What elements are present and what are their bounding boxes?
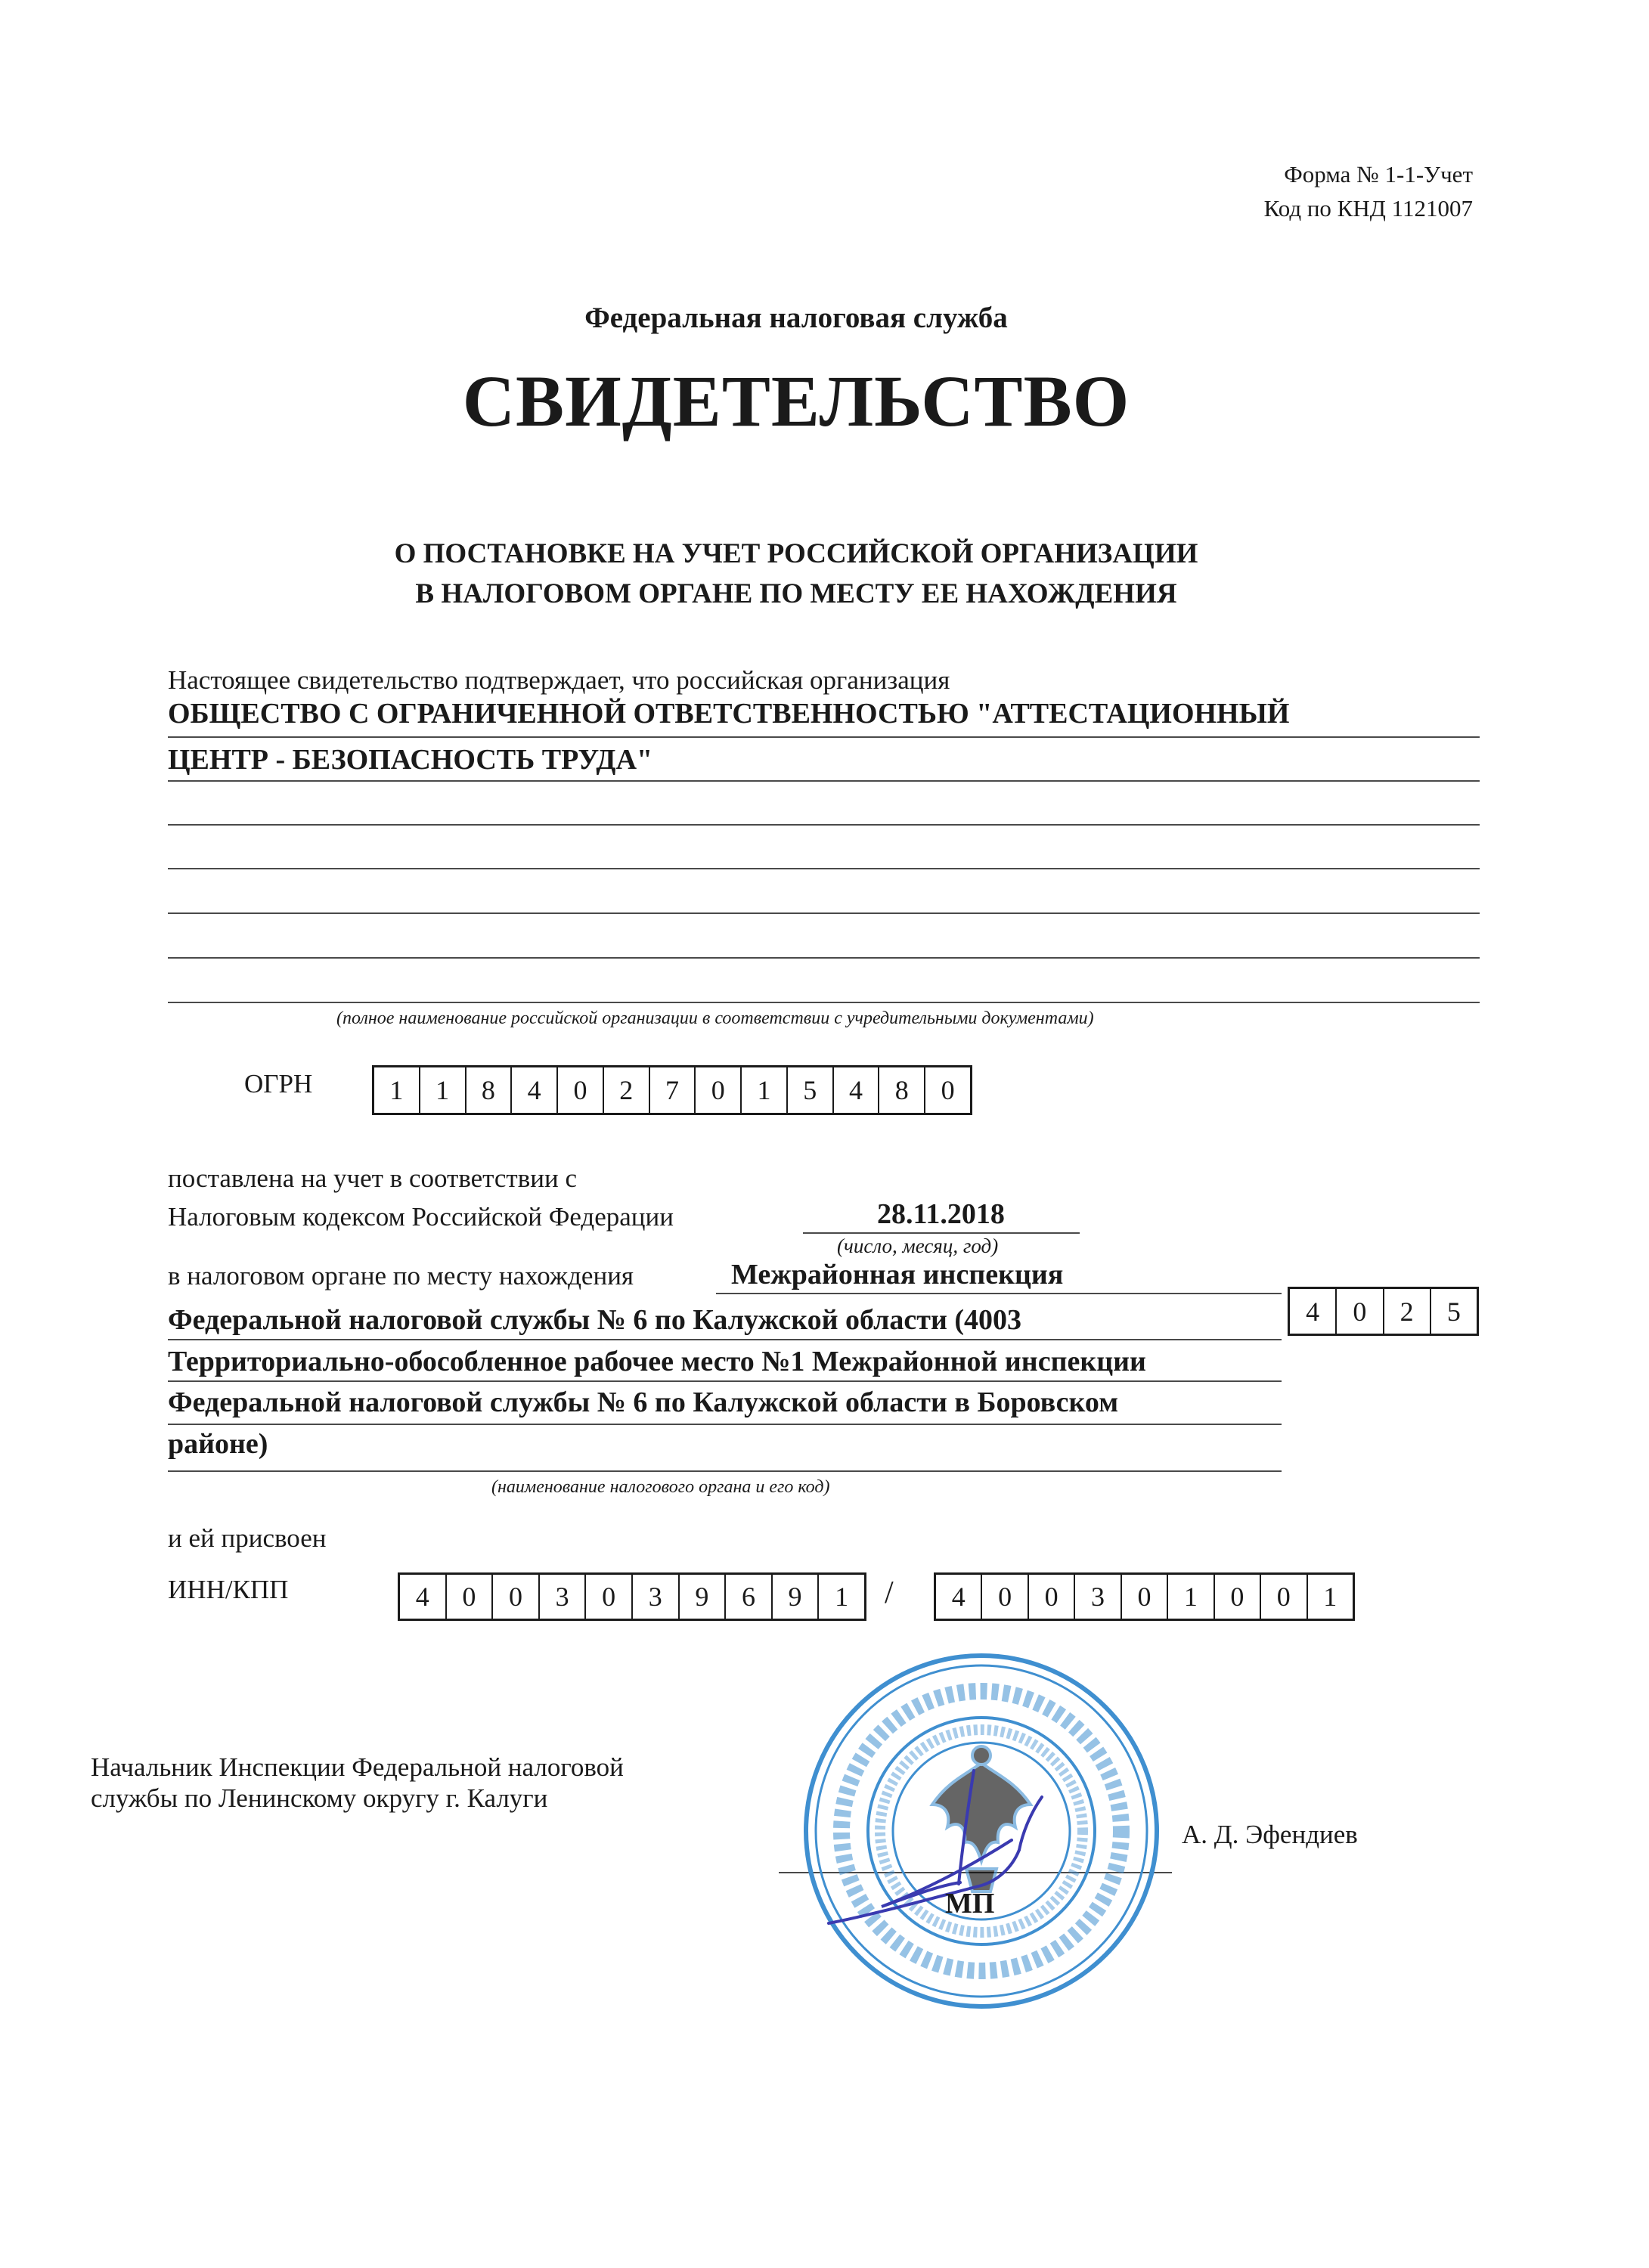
seal-mark: МП: [945, 1888, 995, 1919]
ogrn-digit: 8: [466, 1067, 513, 1113]
kpp-digit: 0: [1122, 1575, 1168, 1619]
ogrn-digit: 4: [512, 1067, 558, 1113]
ogrn-digit: 5: [788, 1067, 834, 1113]
ogrn-digit: 1: [420, 1067, 466, 1113]
intro-text: Настоящее свидетельство подтверждает, что российская организация: [168, 665, 950, 695]
tax-underline-5: [168, 1470, 1282, 1472]
tax-underline-4: [168, 1424, 1282, 1425]
document-title: СВИДЕТЕЛЬСТВО: [462, 361, 1130, 442]
tax-code-digit: 4: [1290, 1289, 1337, 1334]
subtitle-line-2: В НАЛОГОВОМ ОРГАНЕ ПО МЕСТУ ЕЕ НАХОЖДЕНИЯ: [415, 578, 1177, 609]
ogrn-digit: 0: [696, 1067, 742, 1113]
inn-digit: 9: [773, 1575, 820, 1619]
form-info: [1264, 157, 1473, 225]
subtitle-line-1: О ПОСТАНОВКЕ НА УЧЕТ РОССИЙСКОЙ ОРГАНИЗАЦИИ: [394, 538, 1198, 569]
ogrn-digit: 2: [604, 1067, 650, 1113]
tax-code-digit: 2: [1384, 1289, 1431, 1334]
tax-code-boxes: [1288, 1287, 1479, 1336]
kpp-digit: 1: [1168, 1575, 1214, 1619]
org-underline-5: [168, 912, 1480, 914]
kpp-digit: 0: [982, 1575, 1028, 1619]
inn-digit: 1: [835, 1582, 849, 1612]
tax-authority-line-2: Федеральной налоговой службы № 6 по Калужской области (4003: [168, 1304, 1021, 1336]
kpp-boxes: [934, 1572, 1355, 1621]
inn-kpp-label: ИНН/КПП: [168, 1575, 289, 1604]
kpp-digit: 0: [1215, 1575, 1261, 1619]
signatory-name: А. Д. Эфендиев: [1182, 1820, 1358, 1849]
inn-digit: 0: [447, 1575, 494, 1619]
tax-underline-3: [168, 1380, 1282, 1382]
ogrn-label: ОГРН: [244, 1069, 313, 1098]
organization-hint: (полное наименование российской организации в соответствии с учредительными документами): [336, 1009, 1094, 1028]
ogrn-digit: 0: [558, 1067, 604, 1113]
kpp-digit: 0: [1261, 1575, 1307, 1619]
chief-position-line-2: службы по Ленинскому округу г. Калуги: [91, 1783, 548, 1813]
inn-digit: 4: [400, 1575, 447, 1619]
agency-name: Федеральная налоговая служба: [584, 302, 1008, 334]
knd-code: Код по КНД 1121007: [1263, 195, 1473, 222]
form-number: Форма № 1-1-Учет: [1284, 161, 1473, 187]
ogrn-digit: 1: [374, 1067, 420, 1113]
tax-authority-hint: (наименование налогового органа и его код): [491, 1477, 830, 1497]
kpp-digit: 0: [1029, 1575, 1075, 1619]
ogrn-digit: 4: [834, 1067, 880, 1113]
kpp-digit: 1: [1323, 1582, 1337, 1612]
inn-digit: 0: [493, 1575, 540, 1619]
tax-code-digit: 5: [1446, 1296, 1461, 1327]
tax-code-digit: 0: [1337, 1289, 1384, 1334]
document-subtitle: [0, 534, 1592, 614]
inn-digit: 0: [586, 1575, 633, 1619]
ogrn-boxes: [372, 1065, 972, 1115]
inn-kpp-separator: /: [885, 1576, 894, 1610]
ogrn-digit: 8: [879, 1067, 925, 1113]
inn-digit: 6: [726, 1575, 773, 1619]
inn-digit: 3: [633, 1575, 680, 1619]
date-hint: (число, месяц, год): [837, 1235, 999, 1257]
ogrn-digit: 0: [941, 1075, 955, 1105]
official-seal: [792, 1642, 1170, 2020]
registration-line-1: поставлена на учет в соответствии с: [168, 1163, 577, 1193]
tax-authority-label: в налоговом органе по месту нахождения: [168, 1261, 634, 1290]
inn-digit: 9: [680, 1575, 727, 1619]
kpp-digit: 3: [1075, 1575, 1121, 1619]
registration-date: 28.11.2018: [877, 1198, 1005, 1230]
organization-name-line-1: ОБЩЕСТВО С ОГРАНИЧЕННОЙ ОТВЕТСТВЕННОСТЬЮ "АТТЕСТАЦИОННЫЙ: [168, 698, 1290, 730]
org-underline-1: [168, 736, 1480, 738]
registration-line-2: Налоговым кодексом Российской Федерации: [168, 1202, 674, 1232]
ogrn-digit: 1: [742, 1067, 788, 1113]
ogrn-digit: 7: [650, 1067, 696, 1113]
tax-authority-line-4: Федеральной налоговой службы № 6 по Калужской области в Боровском: [168, 1387, 1119, 1418]
tax-authority-line-1: Межрайонная инспекция: [731, 1259, 1064, 1290]
tax-underline-2: [168, 1339, 1282, 1340]
org-underline-3: [168, 824, 1480, 826]
tax-authority-line-3: Территориально-обособленное рабочее место №1 Межрайонной инспекции: [168, 1346, 1146, 1377]
org-underline-6: [168, 957, 1480, 959]
date-underline: [803, 1232, 1080, 1234]
inn-digit: 3: [540, 1575, 587, 1619]
tax-underline-1: [716, 1293, 1282, 1294]
org-underline-7: [168, 1002, 1480, 1003]
assigned-label: и ей присвоен: [168, 1523, 327, 1553]
tax-authority-line-5: районе): [168, 1428, 268, 1460]
inn-boxes: [398, 1572, 866, 1621]
kpp-digit: 4: [936, 1575, 982, 1619]
org-underline-4: [168, 868, 1480, 869]
organization-name-line-2: ЦЕНТР - БЕЗОПАСНОСТЬ ТРУДА": [168, 744, 653, 776]
org-underline-2: [168, 780, 1480, 782]
chief-position-line-1: Начальник Инспекции Федеральной налоговой: [91, 1752, 624, 1782]
